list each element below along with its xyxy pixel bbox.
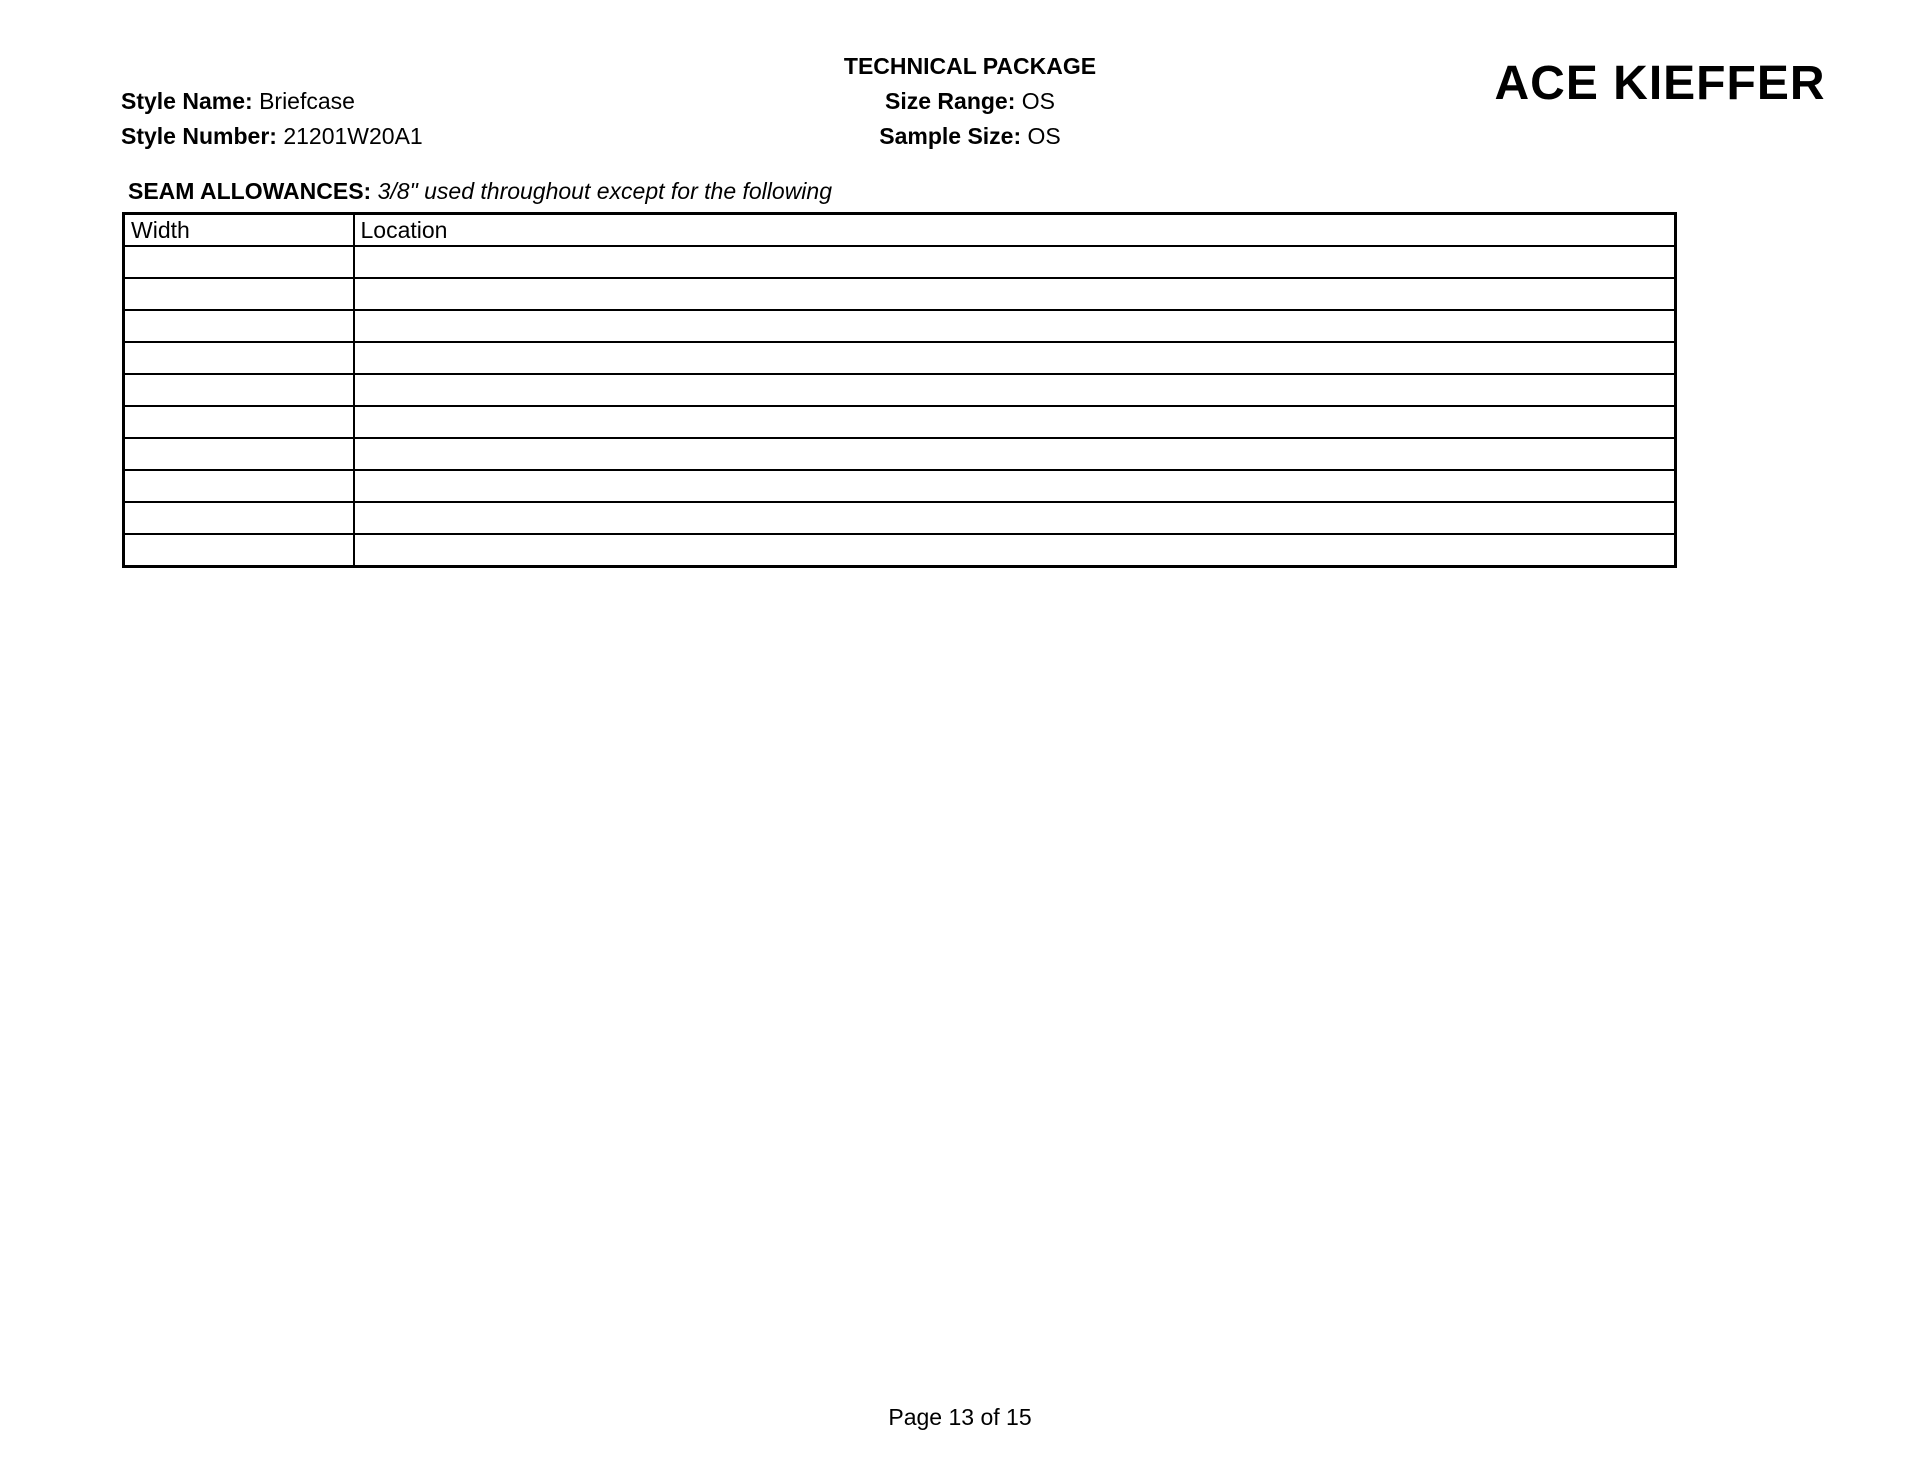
column-header-location: Location <box>354 214 1676 247</box>
width-cell <box>124 246 354 278</box>
style-number-line <box>121 119 423 154</box>
style-info <box>121 84 423 154</box>
location-cell <box>354 278 1676 310</box>
size-range-line <box>740 84 1200 119</box>
location-cell <box>354 246 1676 278</box>
table-row <box>124 310 1676 342</box>
width-cell <box>124 438 354 470</box>
location-cell <box>354 342 1676 374</box>
width-cell <box>124 374 354 406</box>
style-name-value: Briefcase <box>259 88 355 114</box>
size-range-label: Size Range: <box>885 88 1016 114</box>
column-header-width: Width <box>124 214 354 247</box>
width-cell <box>124 406 354 438</box>
style-number-value: 21201W20A1 <box>283 123 423 149</box>
width-cell <box>124 342 354 374</box>
width-cell <box>124 278 354 310</box>
seam-allowances-note: 3/8" used throughout except for the following <box>377 178 833 204</box>
table-row <box>124 246 1676 278</box>
table-row <box>124 470 1676 502</box>
page-number: Page 13 of 15 <box>888 1404 1032 1430</box>
location-cell <box>354 406 1676 438</box>
width-cell <box>124 502 354 534</box>
style-name-label: Style Name: <box>121 88 253 114</box>
style-number-label: Style Number: <box>121 123 277 149</box>
seam-allowances-header <box>128 174 832 208</box>
size-range-value: OS <box>1021 88 1055 114</box>
table-row <box>124 502 1676 534</box>
location-cell <box>354 374 1676 406</box>
style-name-line <box>121 84 423 119</box>
sample-size-label: Sample Size: <box>879 123 1022 149</box>
table-row <box>124 438 1676 470</box>
location-cell <box>354 534 1676 567</box>
table-header-row <box>124 214 1676 247</box>
tech-package-info <box>740 49 1200 154</box>
table-row <box>124 278 1676 310</box>
table-row <box>124 374 1676 406</box>
table-row <box>124 534 1676 567</box>
table-row <box>124 342 1676 374</box>
sample-size-value: OS <box>1027 123 1061 149</box>
width-cell <box>124 534 354 567</box>
sample-size-line <box>740 119 1200 154</box>
seam-allowances-table <box>122 212 1677 568</box>
location-cell <box>354 470 1676 502</box>
width-cell <box>124 470 354 502</box>
location-cell <box>354 438 1676 470</box>
doc-title: TECHNICAL PACKAGE <box>843 53 1097 79</box>
width-cell <box>124 310 354 342</box>
brand-logo: ACE KIEFFER <box>1494 57 1826 110</box>
location-cell <box>354 310 1676 342</box>
location-cell <box>354 502 1676 534</box>
seam-allowances-label: SEAM ALLOWANCES: <box>128 178 372 204</box>
table-row <box>124 406 1676 438</box>
